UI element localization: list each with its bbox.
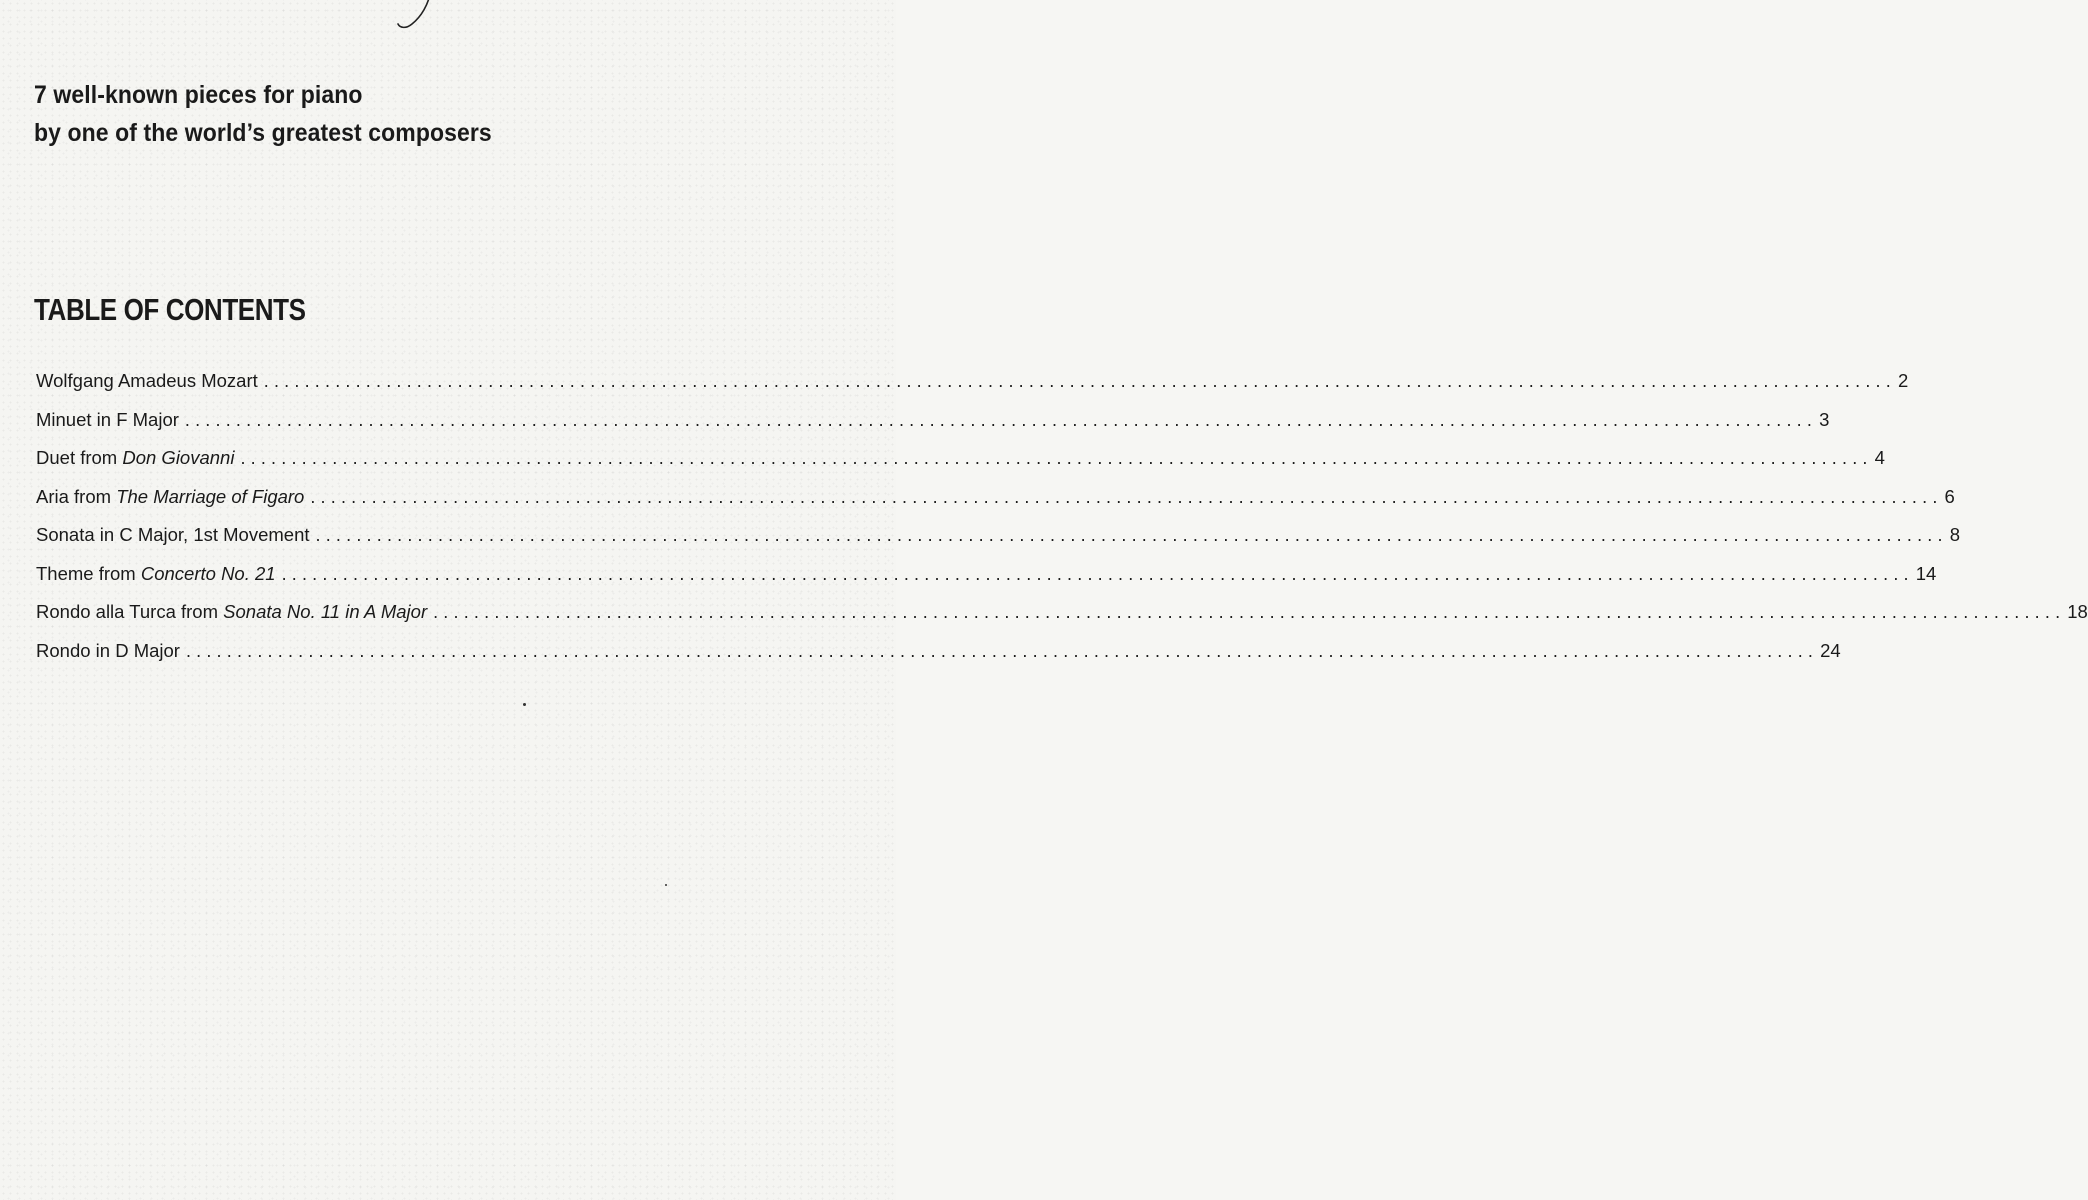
toc-entry-page: 4 <box>1874 447 1885 468</box>
scan-speck <box>523 703 526 706</box>
toc-entry-rondo-alla-turca[interactable] <box>36 593 2088 632</box>
dot-leader: ................................................................................................................................................................ <box>185 640 1819 661</box>
toc-entry-page: 2 <box>1897 370 1909 391</box>
toc-entry-page: 8 <box>1949 524 1960 545</box>
dot-leader: ................................................................................................................................................................ <box>240 448 1873 468</box>
toc-entry-page: 18 <box>2067 601 2088 622</box>
handwritten-mark <box>392 0 442 40</box>
toc-entry-concerto-theme[interactable] <box>36 555 1937 594</box>
toc-entry-page: 24 <box>1820 639 1841 661</box>
scan-speck <box>665 884 667 886</box>
subtitle-line-2: by one of the world’s greatest composers <box>34 119 492 147</box>
toc-entry-title: Wolfgang Amadeus Mozart <box>36 370 258 391</box>
dot-leader: ................................................................................................................................................................ <box>184 409 1818 430</box>
dot-leader: ................................................................................................................................................................ <box>263 371 1896 391</box>
toc-entry-duet[interactable] <box>36 439 1885 478</box>
book-subtitle <box>34 76 788 152</box>
toc-entry-title: Minuet in F Major <box>36 408 179 430</box>
toc-entry-page: 6 <box>1944 485 1955 507</box>
toc-entry-rondo-d-major[interactable] <box>36 632 1841 671</box>
toc-entry-title: Rondo in D Major <box>36 639 180 661</box>
dot-leader: ................................................................................................................................................................ <box>281 563 1914 584</box>
toc-entry-aria[interactable] <box>36 478 1955 517</box>
toc-heading: TABLE OF CONTENTS <box>34 292 306 327</box>
toc-entry-mozart-biography[interactable] <box>36 362 1909 401</box>
subtitle-line-1: 7 well-known pieces for piano <box>34 81 363 109</box>
toc-entry-title: Rondo alla Turca from Sonata No. 11 in A Major <box>36 601 428 622</box>
table-of-contents <box>36 362 2088 670</box>
toc-entry-title: Aria from The Marriage of Figaro <box>36 485 305 507</box>
toc-entry-sonata-c-major[interactable] <box>36 516 1960 555</box>
toc-entry-title: Sonata in C Major, 1st Movement <box>36 524 310 545</box>
dot-leader: ................................................................................................................................................................ <box>315 525 1948 545</box>
dot-leader: ................................................................................................................................................................ <box>433 602 2066 622</box>
toc-entry-page: 14 <box>1915 562 1937 584</box>
toc-entry-title: Theme from Concerto No. 21 <box>36 562 276 584</box>
dot-leader: ................................................................................................................................................................ <box>310 486 1943 507</box>
toc-entry-title: Duet from Don Giovanni <box>36 447 235 468</box>
toc-entry-page: 3 <box>1819 408 1830 430</box>
toc-entry-minuet[interactable] <box>36 401 1830 440</box>
